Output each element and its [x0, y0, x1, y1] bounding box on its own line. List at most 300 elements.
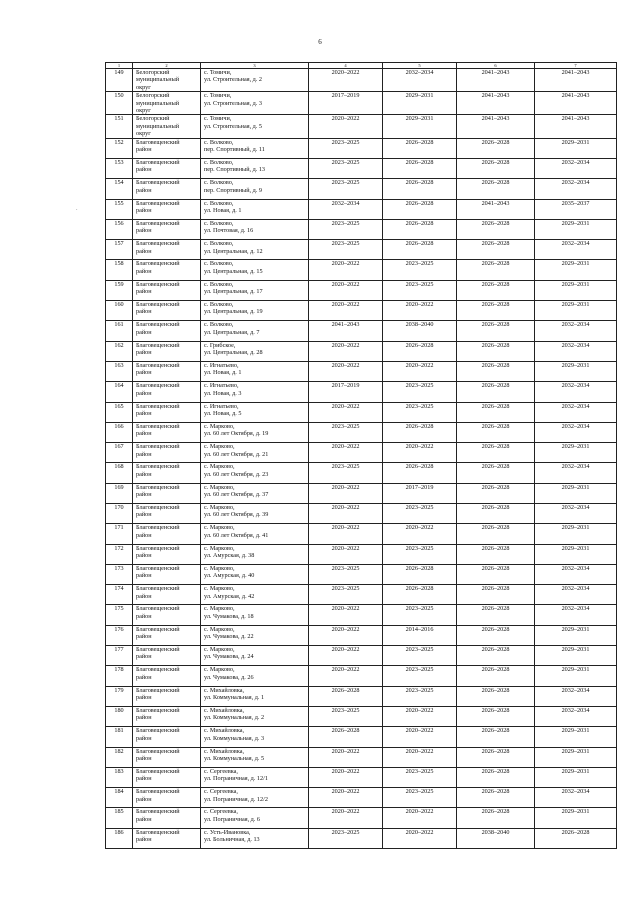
- period-cell-col5: 2023–2025: [383, 605, 457, 625]
- address-line: ул. Новая, д. 5: [204, 409, 242, 417]
- address-cell: [201, 504, 309, 524]
- district-line: Благовещенский: [136, 341, 180, 349]
- table-row: [106, 727, 617, 747]
- period-cell-col7: 2041–2043: [535, 92, 617, 115]
- period-cell-col6: 2026–2028: [457, 260, 535, 280]
- period-cell-col4: 2020–2022: [309, 361, 383, 381]
- period-cell-col7: 2029–2031: [535, 524, 617, 544]
- address-line: ул. Центральная, д. 17: [204, 288, 263, 296]
- district-cell: [133, 69, 201, 92]
- table-row: [106, 402, 617, 422]
- period-cell-col7: 2032–2034: [535, 158, 617, 178]
- period-cell-col7: 2032–2034: [535, 463, 617, 483]
- address-cell: [201, 422, 309, 442]
- district-line: район: [136, 166, 152, 174]
- period-cell-col7: 2032–2034: [535, 402, 617, 422]
- row-number-cell: 156: [106, 219, 133, 239]
- address-line: ул. Строительная, д. 5: [204, 122, 263, 130]
- district-line: Белогорский: [136, 115, 170, 123]
- period-cell-col6: 2041–2043: [457, 69, 535, 92]
- address-cell: [201, 158, 309, 178]
- period-cell-col4: 2023–2025: [309, 219, 383, 239]
- period-cell-col6: 2026–2028: [457, 402, 535, 422]
- period-cell-col5: 2020–2022: [383, 524, 457, 544]
- row-number-cell: 166: [106, 422, 133, 442]
- district-line: Благовещенский: [136, 199, 180, 207]
- district-line: Благовещенский: [136, 402, 180, 410]
- period-cell-col4: 2020–2022: [309, 524, 383, 544]
- district-cell: [133, 666, 201, 686]
- district-line: Благовещенский: [136, 382, 180, 390]
- period-cell-col5: 2023–2025: [383, 260, 457, 280]
- period-cell-col5: 2023–2025: [383, 646, 457, 666]
- district-line: район: [136, 836, 152, 844]
- address-line: с. Волково,: [204, 199, 234, 207]
- row-number-cell: 159: [106, 280, 133, 300]
- address-line: ул. Коммунальная, д. 3: [204, 734, 265, 742]
- table-row: [106, 504, 617, 524]
- district-cell: [133, 727, 201, 747]
- row-number-cell: 157: [106, 240, 133, 260]
- period-cell-col7: 2032–2034: [535, 706, 617, 726]
- period-cell-col4: 2020–2022: [309, 280, 383, 300]
- address-line: с. Томичи,: [204, 69, 232, 76]
- address-line: пер. Спортивный, д. 13: [204, 166, 266, 174]
- district-line: Благовещенский: [136, 666, 180, 674]
- period-cell-col7: 2029–2031: [535, 646, 617, 666]
- address-line: ул. Центральная, д. 7: [204, 328, 260, 336]
- district-cell: [133, 382, 201, 402]
- address-line: ул. 60 лет Октября, д. 21: [204, 450, 269, 458]
- period-cell-col5: 2026–2028: [383, 199, 457, 219]
- table-row: [106, 240, 617, 260]
- period-cell-col7: 2029–2031: [535, 138, 617, 158]
- period-cell-col7: 2032–2034: [535, 686, 617, 706]
- period-cell-col5: 2032–2034: [383, 69, 457, 92]
- period-cell-col5: 2020–2022: [383, 443, 457, 463]
- row-number-cell: 175: [106, 605, 133, 625]
- address-line: с. Волково,: [204, 321, 234, 329]
- address-cell: [201, 747, 309, 767]
- address-cell: [201, 564, 309, 584]
- address-line: с. Марково,: [204, 585, 235, 593]
- address-line: ул. 60 лет Октября, д. 37: [204, 491, 269, 499]
- address-line: ул. Новая, д. 3: [204, 389, 242, 397]
- period-cell-col4: 2020–2022: [309, 747, 383, 767]
- address-line: с. Марково,: [204, 504, 235, 511]
- address-line: ул. Чумакова, д. 24: [204, 653, 254, 661]
- district-line: район: [136, 673, 152, 681]
- address-cell: [201, 402, 309, 422]
- address-cell: [201, 808, 309, 828]
- district-cell: [133, 199, 201, 219]
- address-cell: [201, 788, 309, 808]
- district-line: район: [136, 227, 152, 235]
- address-line: с. Марково,: [204, 443, 235, 451]
- district-line: район: [136, 369, 152, 377]
- district-line: район: [136, 349, 152, 357]
- period-cell-col4: 2023–2025: [309, 564, 383, 584]
- column-header: 7: [535, 63, 617, 69]
- district-line: район: [136, 653, 152, 661]
- address-line: ул. Коммунальная, д. 1: [204, 694, 265, 702]
- period-cell-col5: 2023–2025: [383, 280, 457, 300]
- schedule-table: [105, 62, 617, 849]
- period-cell-col4: 2020–2022: [309, 504, 383, 524]
- address-line: ул. Центральная, д. 15: [204, 267, 263, 275]
- district-cell: [133, 483, 201, 503]
- address-line: ул. Коммунальная, д. 5: [204, 754, 265, 762]
- row-number-cell: 179: [106, 686, 133, 706]
- address-line: с. Томичи,: [204, 92, 232, 100]
- period-cell-col5: 2023–2025: [383, 544, 457, 564]
- address-cell: [201, 382, 309, 402]
- period-cell-col5: 2026–2028: [383, 158, 457, 178]
- address-line: с. Игнатьево,: [204, 361, 239, 369]
- district-cell: [133, 605, 201, 625]
- address-line: ул. Чумакова, д. 26: [204, 673, 254, 681]
- address-line: с. Томичи,: [204, 115, 232, 123]
- address-line: с. Марково,: [204, 544, 235, 552]
- address-line: ул. 60 лет Октября, д. 19: [204, 430, 269, 438]
- district-line: район: [136, 572, 152, 580]
- period-cell-col6: 2026–2028: [457, 443, 535, 463]
- period-cell-col6: 2038–2040: [457, 828, 535, 848]
- period-cell-col7: 2032–2034: [535, 422, 617, 442]
- period-cell-col5: 2017–2019: [383, 483, 457, 503]
- table-row: [106, 646, 617, 666]
- district-line: Белогорский: [136, 69, 170, 76]
- period-cell-col7: 2029–2031: [535, 219, 617, 239]
- district-cell: [133, 92, 201, 115]
- period-cell-col4: 2023–2025: [309, 422, 383, 442]
- row-number-cell: 186: [106, 828, 133, 848]
- period-cell-col4: 2020–2022: [309, 260, 383, 280]
- period-cell-col4: 2023–2025: [309, 179, 383, 199]
- district-cell: [133, 585, 201, 605]
- period-cell-col4: 2020–2022: [309, 788, 383, 808]
- address-cell: [201, 828, 309, 848]
- district-line: район: [136, 612, 152, 620]
- district-line: район: [136, 288, 152, 296]
- row-number-cell: 184: [106, 788, 133, 808]
- period-cell-col7: 2032–2034: [535, 564, 617, 584]
- period-cell-col5: 2026–2028: [383, 585, 457, 605]
- address-cell: [201, 483, 309, 503]
- address-cell: [201, 361, 309, 381]
- district-line: район: [136, 694, 152, 702]
- period-cell-col6: 2026–2028: [457, 706, 535, 726]
- period-cell-col6: 2026–2028: [457, 564, 535, 584]
- address-line: ул. Новая, д. 1: [204, 206, 242, 214]
- table-row: [106, 625, 617, 645]
- address-cell: [201, 646, 309, 666]
- period-cell-col5: 2020–2022: [383, 828, 457, 848]
- period-cell-col7: 2029–2031: [535, 443, 617, 463]
- page-number: 6: [318, 38, 322, 46]
- address-line: ул. Пограничная, д. 12/1: [204, 775, 268, 783]
- address-line: с. Волково,: [204, 240, 234, 248]
- period-cell-col6: 2026–2028: [457, 666, 535, 686]
- address-cell: [201, 524, 309, 544]
- period-cell-col6: 2026–2028: [457, 747, 535, 767]
- district-line: район: [136, 430, 152, 438]
- row-number-cell: 180: [106, 706, 133, 726]
- address-cell: [201, 321, 309, 341]
- address-line: ул. 60 лет Октября, д. 41: [204, 531, 269, 539]
- period-cell-col5: 2026–2028: [383, 138, 457, 158]
- period-cell-col6: 2026–2028: [457, 767, 535, 787]
- address-line: с. Волково,: [204, 219, 234, 227]
- address-line: ул. Центральная, д. 19: [204, 308, 263, 316]
- address-cell: [201, 260, 309, 280]
- table-row: [106, 422, 617, 442]
- district-cell: [133, 564, 201, 584]
- address-cell: [201, 544, 309, 564]
- period-cell-col5: 2026–2028: [383, 341, 457, 361]
- period-cell-col7: 2029–2031: [535, 280, 617, 300]
- period-cell-col4: 2020–2022: [309, 301, 383, 321]
- district-cell: [133, 625, 201, 645]
- period-cell-col7: 2029–2031: [535, 808, 617, 828]
- period-cell-col7: 2029–2031: [535, 727, 617, 747]
- district-line: район: [136, 409, 152, 417]
- district-line: район: [136, 186, 152, 194]
- period-cell-col4: 2023–2025: [309, 828, 383, 848]
- period-cell-col6: 2026–2028: [457, 504, 535, 524]
- column-header: 6: [457, 63, 535, 69]
- address-cell: [201, 585, 309, 605]
- address-line: с. Марково,: [204, 483, 235, 491]
- row-number-cell: 158: [106, 260, 133, 280]
- district-cell: [133, 706, 201, 726]
- table-row: [106, 158, 617, 178]
- table-row: [106, 686, 617, 706]
- row-number-cell: 173: [106, 564, 133, 584]
- table-row: [106, 747, 617, 767]
- period-cell-col6: 2026–2028: [457, 321, 535, 341]
- district-line: округ: [136, 83, 151, 91]
- address-line: с. Марково,: [204, 666, 235, 674]
- address-line: с. Марково,: [204, 646, 235, 654]
- period-cell-col4: 2020–2022: [309, 341, 383, 361]
- district-cell: [133, 544, 201, 564]
- period-cell-col4: 2026–2028: [309, 727, 383, 747]
- table-row: [106, 382, 617, 402]
- district-cell: [133, 504, 201, 524]
- period-cell-col4: 2020–2022: [309, 69, 383, 92]
- period-cell-col5: 2023–2025: [383, 504, 457, 524]
- period-cell-col7: 2029–2031: [535, 767, 617, 787]
- address-line: с. Марково,: [204, 463, 235, 471]
- period-cell-col7: 2029–2031: [535, 544, 617, 564]
- period-cell-col6: 2026–2028: [457, 301, 535, 321]
- address-line: с. Волково,: [204, 301, 234, 309]
- row-number-cell: 170: [106, 504, 133, 524]
- address-line: ул. 60 лет Октября, д. 39: [204, 511, 269, 519]
- address-cell: [201, 341, 309, 361]
- address-line: с. Марково,: [204, 524, 235, 532]
- period-cell-col4: 2023–2025: [309, 706, 383, 726]
- address-line: ул. Больничная, д. 13: [204, 836, 260, 844]
- period-cell-col6: 2026–2028: [457, 524, 535, 544]
- period-cell-col6: 2026–2028: [457, 280, 535, 300]
- district-line: Благовещенский: [136, 422, 180, 430]
- district-line: Благовещенский: [136, 605, 180, 613]
- district-line: Благовещенский: [136, 524, 180, 532]
- address-line: ул. 60 лет Октября, д. 23: [204, 470, 269, 478]
- address-line: ул. Амурская, д. 38: [204, 552, 255, 559]
- period-cell-col5: 2029–2031: [383, 115, 457, 138]
- period-cell-col6: 2026–2028: [457, 138, 535, 158]
- row-number-cell: 151: [106, 115, 133, 138]
- district-line: округ: [136, 130, 151, 138]
- address-line: с. Волково,: [204, 158, 234, 166]
- district-line: район: [136, 795, 152, 803]
- table-row: [106, 443, 617, 463]
- period-cell-col5: 2020–2022: [383, 808, 457, 828]
- table-row: [106, 69, 617, 92]
- period-cell-col4: 2020–2022: [309, 808, 383, 828]
- period-cell-col6: 2026–2028: [457, 341, 535, 361]
- district-line: Благовещенский: [136, 158, 180, 166]
- table-row: [106, 341, 617, 361]
- table-row: [106, 138, 617, 158]
- period-cell-col5: 2023–2025: [383, 382, 457, 402]
- period-cell-col6: 2026–2028: [457, 158, 535, 178]
- row-number-cell: 177: [106, 646, 133, 666]
- district-cell: [133, 280, 201, 300]
- district-cell: [133, 219, 201, 239]
- row-number-cell: 183: [106, 767, 133, 787]
- district-line: Благовещенский: [136, 747, 180, 755]
- period-cell-col7: 2032–2034: [535, 585, 617, 605]
- district-line: Благовещенский: [136, 727, 180, 735]
- address-line: ул. Чумакова, д. 18: [204, 612, 254, 620]
- district-line: Благовещенский: [136, 280, 180, 288]
- district-cell: [133, 788, 201, 808]
- district-line: Белогорский: [136, 92, 170, 100]
- district-line: Благовещенский: [136, 260, 180, 268]
- table-row: [106, 788, 617, 808]
- district-line: район: [136, 815, 152, 823]
- district-cell: [133, 686, 201, 706]
- period-cell-col6: 2026–2028: [457, 788, 535, 808]
- period-cell-col4: 2020–2022: [309, 767, 383, 787]
- address-line: с. Сергеевка,: [204, 788, 238, 796]
- address-line: ул. Почтовая, д. 16: [204, 227, 254, 235]
- period-cell-col6: 2026–2028: [457, 808, 535, 828]
- district-cell: [133, 138, 201, 158]
- period-cell-col5: 2020–2022: [383, 727, 457, 747]
- table-row: [106, 115, 617, 138]
- row-number-cell: 182: [106, 747, 133, 767]
- district-line: Благовещенский: [136, 301, 180, 309]
- period-cell-col7: 2029–2031: [535, 666, 617, 686]
- district-line: Благовещенский: [136, 706, 180, 714]
- period-cell-col6: 2041–2043: [457, 199, 535, 219]
- address-line: с. Волково,: [204, 260, 234, 268]
- address-line: с. Волково,: [204, 179, 234, 187]
- period-cell-col5: 2026–2028: [383, 179, 457, 199]
- row-number-cell: 169: [106, 483, 133, 503]
- period-cell-col6: 2026–2028: [457, 646, 535, 666]
- district-line: Благовещенский: [136, 240, 180, 248]
- period-cell-col7: 2032–2034: [535, 504, 617, 524]
- table-row: [106, 544, 617, 564]
- period-cell-col5: 2038–2040: [383, 321, 457, 341]
- address-line: с. Сергеевка,: [204, 808, 238, 816]
- address-cell: [201, 666, 309, 686]
- row-number-cell: 150: [106, 92, 133, 115]
- period-cell-col5: 2026–2028: [383, 463, 457, 483]
- row-number-cell: 153: [106, 158, 133, 178]
- address-line: с. Марково,: [204, 605, 235, 613]
- row-number-cell: 172: [106, 544, 133, 564]
- district-line: муниципальный: [136, 99, 180, 107]
- district-cell: [133, 463, 201, 483]
- period-cell-col6: 2026–2028: [457, 686, 535, 706]
- district-cell: [133, 767, 201, 787]
- address-cell: [201, 179, 309, 199]
- district-cell: [133, 361, 201, 381]
- address-cell: [201, 301, 309, 321]
- address-cell: [201, 115, 309, 138]
- address-cell: [201, 605, 309, 625]
- row-number-cell: 178: [106, 666, 133, 686]
- district-cell: [133, 747, 201, 767]
- period-cell-col7: 2032–2034: [535, 605, 617, 625]
- district-line: муниципальный: [136, 122, 180, 130]
- row-number-cell: 174: [106, 585, 133, 605]
- address-cell: [201, 199, 309, 219]
- period-cell-col7: 2032–2034: [535, 382, 617, 402]
- address-line: с. Сергеевка,: [204, 767, 238, 775]
- district-cell: [133, 321, 201, 341]
- table-row: [106, 92, 617, 115]
- address-line: с. Михайловка,: [204, 686, 245, 694]
- row-number-cell: 176: [106, 625, 133, 645]
- table-row: [106, 706, 617, 726]
- address-line: с. Игнатьево,: [204, 382, 239, 390]
- period-cell-col5: 2023–2025: [383, 788, 457, 808]
- district-line: район: [136, 734, 152, 742]
- district-line: район: [136, 511, 152, 519]
- address-line: пер. Спортивный, д. 11: [204, 146, 265, 154]
- district-line: район: [136, 491, 152, 499]
- row-number-cell: 152: [106, 138, 133, 158]
- district-cell: [133, 158, 201, 178]
- period-cell-col4: 2023–2025: [309, 158, 383, 178]
- period-cell-col4: 2020–2022: [309, 115, 383, 138]
- period-cell-col5: 2029–2031: [383, 92, 457, 115]
- period-cell-col7: 2029–2031: [535, 361, 617, 381]
- period-cell-col6: 2026–2028: [457, 422, 535, 442]
- district-cell: [133, 115, 201, 138]
- district-line: Благовещенский: [136, 828, 180, 836]
- period-cell-col4: 2020–2022: [309, 443, 383, 463]
- district-line: район: [136, 267, 152, 275]
- period-cell-col6: 2041–2043: [457, 92, 535, 115]
- row-number-cell: 149: [106, 69, 133, 92]
- row-number-cell: 185: [106, 808, 133, 828]
- period-cell-col4: 2023–2025: [309, 585, 383, 605]
- address-cell: [201, 686, 309, 706]
- row-number-cell: 167: [106, 443, 133, 463]
- period-cell-col6: 2026–2028: [457, 585, 535, 605]
- district-line: район: [136, 714, 152, 722]
- district-line: Благовещенский: [136, 808, 180, 816]
